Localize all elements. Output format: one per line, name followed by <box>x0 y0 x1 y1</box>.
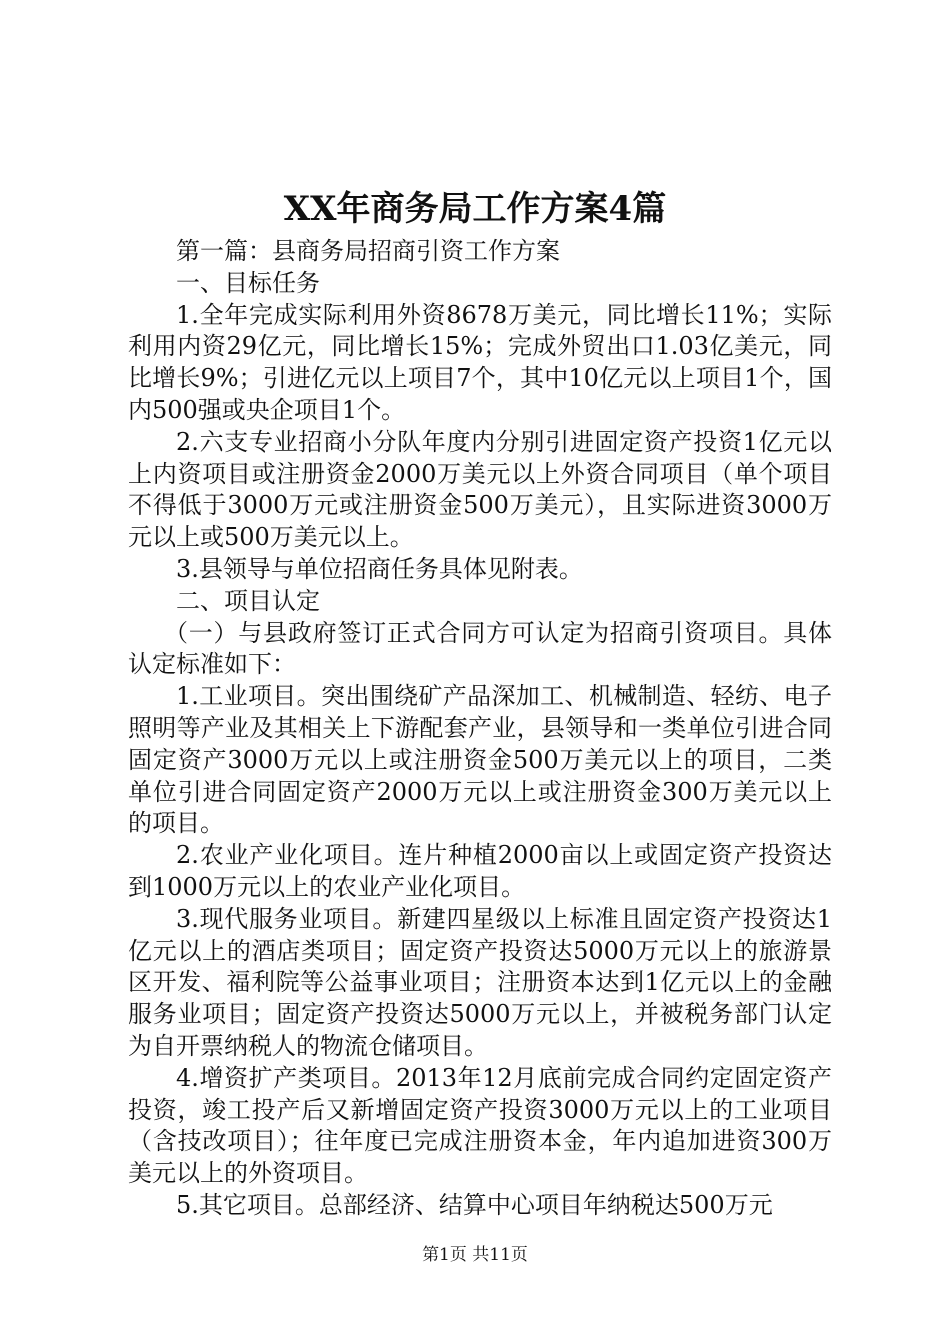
page-footer: 第1页 共11页 <box>422 1245 528 1265</box>
body-paragraph: 3.县领导与单位招商任务具体见附表。 <box>176 554 583 583</box>
document-body <box>128 236 832 1222</box>
subsection-heading: 二、项目认定 <box>176 586 320 615</box>
body-paragraph: 4.增资扩产类项目。2013年12月底前完成合同约定固定资产投资，竣工投产后又新增固定资产投资3000万元以上的工业项目（含技改项目）；往年度已完成注册资本金，年内追加进资300万美元以上的外资项目。 <box>128 1063 832 1188</box>
body-paragraph: （一）与县政府签订正式合同方可认定为招商引资项目。具体认定标准如下： <box>128 618 832 679</box>
document-title: XX年商务局工作方案4篇 <box>283 189 667 229</box>
body-paragraph: 2.六支专业招商小分队年度内分别引进固定资产投资1亿元以上内资项目或注册资金2000万美元以上外资合同项目（单个项目不得低于3000万元或注册资金500万美元），且实际进资3000万元以上或500万美元以上。 <box>128 427 832 552</box>
body-paragraph: 1.工业项目。突出围绕矿产品深加工、机械制造、轻纺、电子照明等产业及其相关上下游配套产业，县领导和一类单位引进合同固定资产3000万元以上或注册资金500万美元以上的项目，二类单位引进合同固定资产2000万元以上或注册资金300万美元以上的项目。 <box>128 682 832 838</box>
subsection-heading: 一、目标任务 <box>176 268 320 297</box>
body-paragraph: 3.现代服务业项目。新建四星级以上标准且固定资产投资达1亿元以上的酒店类项目；固定资产投资达5000万元以上的旅游景区开发、福利院等公益事业项目；注册资本达到1亿元以上的金融服务业项目；固定资产投资达5000万元以上，并被税务部门认定为自开票纳税人的物流仓储项目。 <box>128 904 832 1060</box>
body-paragraph: 5.其它项目。总部经济、结算中心项目年纳税达500万元 <box>176 1190 773 1219</box>
body-paragraph: 1.全年完成实际利用外资8678万美元，同比增长11%；实际利用内资29亿元，同比增长15%；完成外贸出口1.03亿美元，同比增长9%；引进亿元以上项目7个，其中10亿元以上项目1个，国内500强或央企项目1个。 <box>128 300 832 424</box>
body-paragraph: 2.农业产业化项目。连片种植2000亩以上或固定资产投资达到1000万元以上的农业产业化项目。 <box>128 841 832 901</box>
section-heading: 第一篇：县商务局招商引资工作方案 <box>176 237 560 265</box>
